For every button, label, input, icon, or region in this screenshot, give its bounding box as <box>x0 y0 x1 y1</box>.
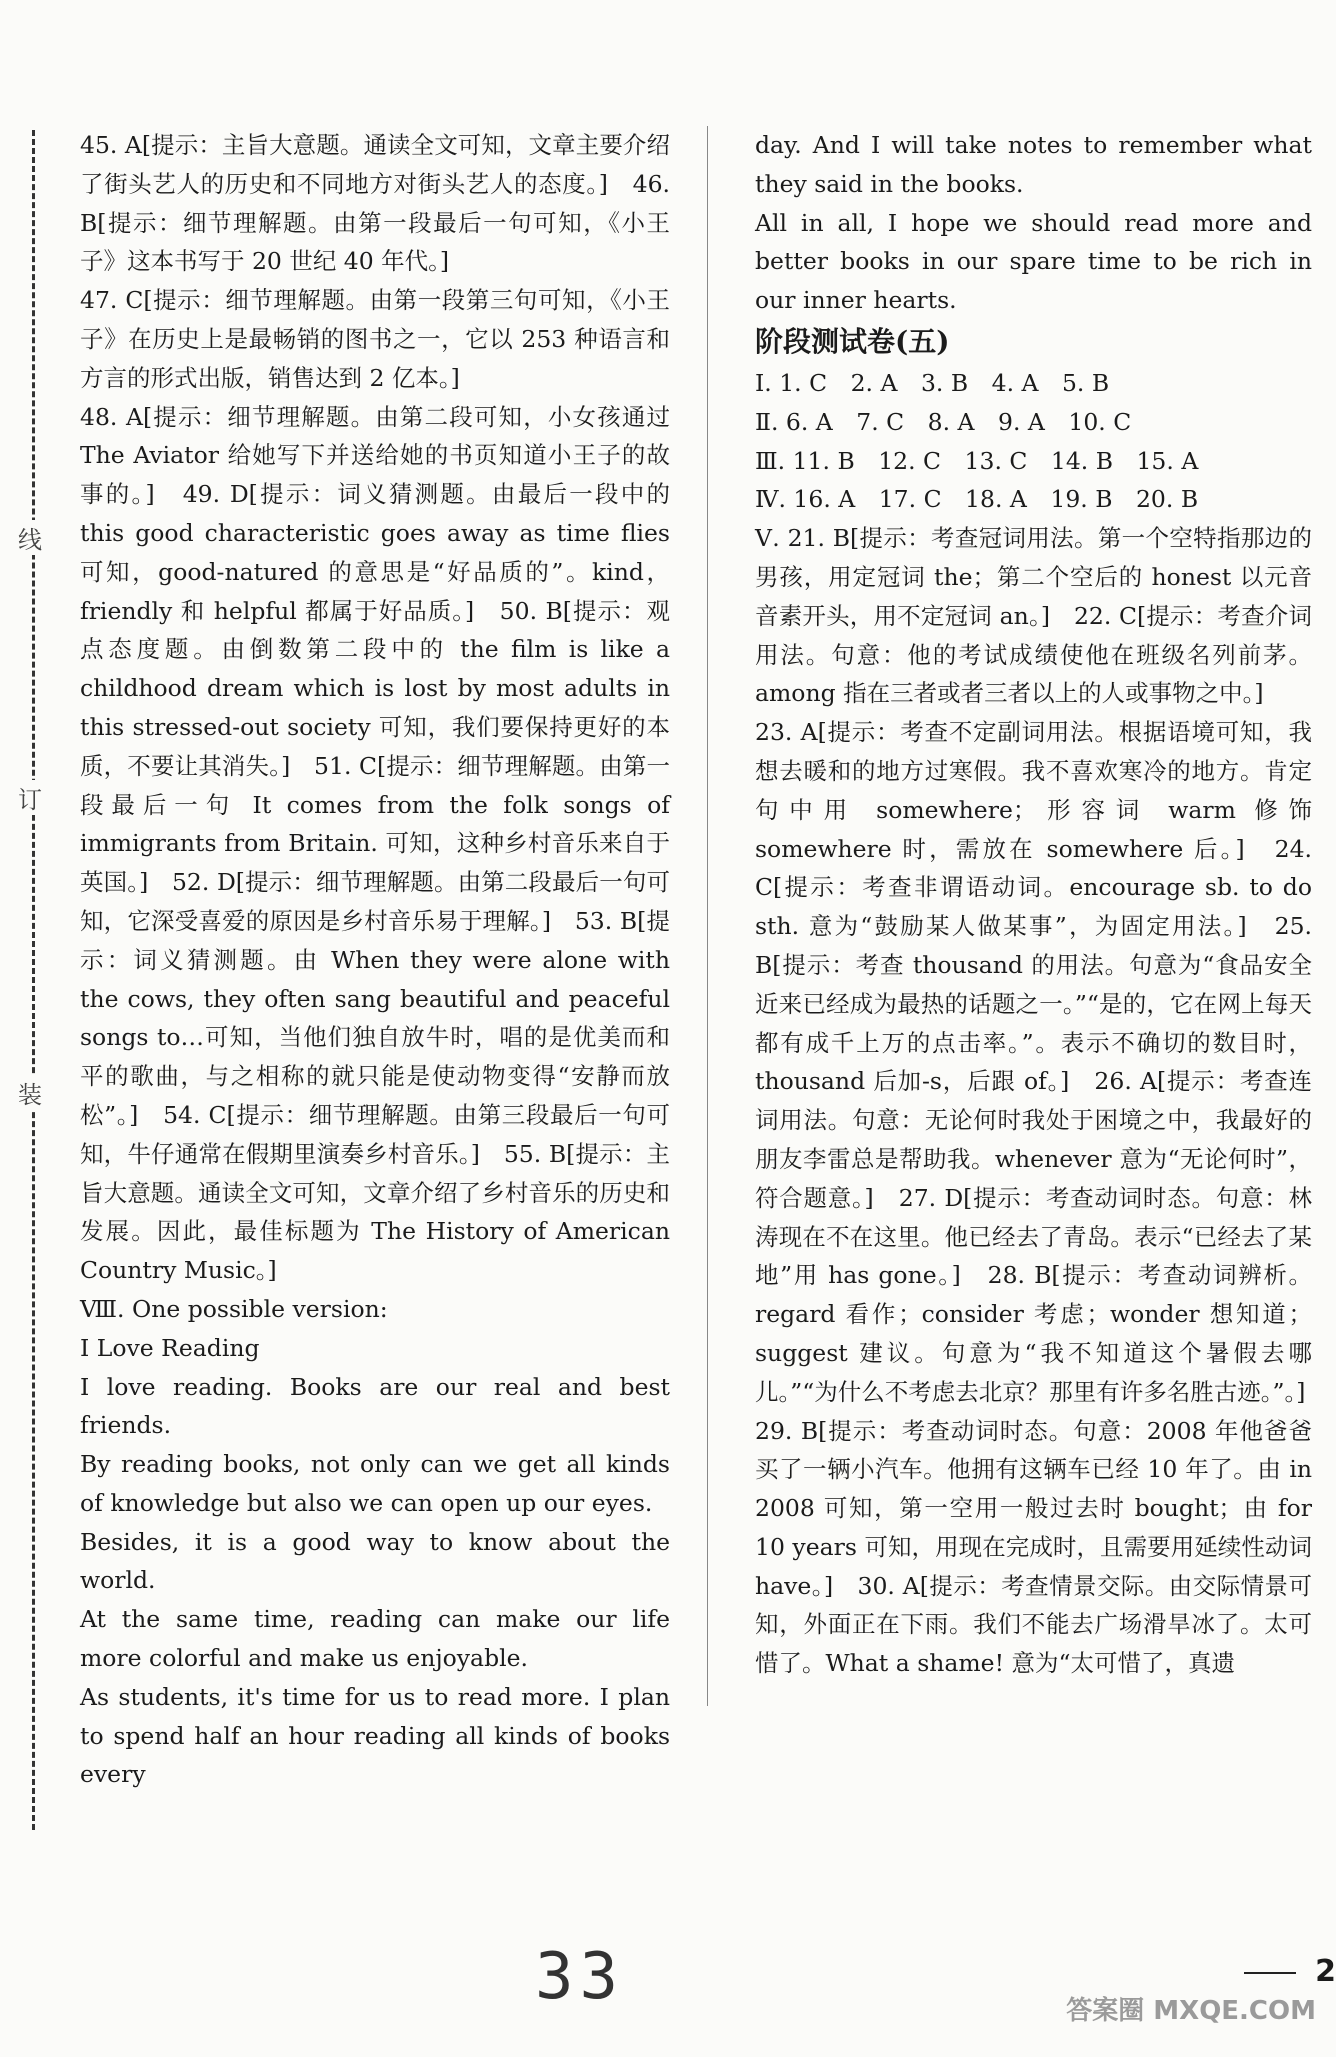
answer-paragraph: 47. C[提示：细节理解题。由第一段第三句可知，《小王子》在历史上是最畅销的图书之一，它以 253 种语言和方言的形式出版，销售达到 2 亿本。] <box>80 286 670 392</box>
answer-row: Ⅲ. 11. B 12. C 13. C 14. B 15. A <box>755 446 1199 475</box>
section-viii-label: Ⅷ. One possible version: <box>80 1294 388 1323</box>
test-title: 阶段测试卷(五) <box>755 324 950 358</box>
answer-row: Ⅰ. 1. C 2. A 3. B 4. A 5. B <box>755 368 1110 397</box>
essay-paragraph: At the same time, reading can make our life more colorful and make us enjoyable. <box>80 1605 670 1673</box>
handwritten-number: 33 <box>535 1940 625 2014</box>
answer-row: Ⅱ. 6. A 7. C 8. A 9. A 10. C <box>755 407 1132 436</box>
essay-paragraph: By reading books, not only can we get all kinds of knowledge but also we can open up our eyes. <box>80 1450 670 1517</box>
essay-paragraph: As students, it's time for us to read more. I plan to spend half an hour reading all kinds of books every <box>80 1682 670 1789</box>
margin-mark-zhuang: 装 <box>18 1075 42 1110</box>
page-number-dash <box>1244 1972 1296 1974</box>
essay-paragraph: Besides, it is a good way to know about the world. <box>80 1527 670 1595</box>
section-v-paragraph: 23. A[提示：考查不定副词用法。根据语境可知，我想去暖和的地方过寒假。我不喜欢寒冷的地方。肯定句中用 somewhere；形容词 warm 修饰 somewhere 时，需放在 somewhere 后。] 24. C[提示：考查非谓语动词。encourage sb. to do sth. 意为“鼓励某人做某事”，为固定用法。] 25. B[提示：考查 thousand 的用法。句意为“食品安全近来已经成为最热的话题之一。”“是的，它在网上每天都有成千上万的点击率。”。表示不确切的数目时，thousand 后加-s，后跟 of。] 26. A[提示：考查连词用法。句意：无论何时我处于困境之中，我最好的朋友李雷总是帮助我。whenever 意为“无论何时”，符合题意。] 27. D[提示：考查动词时态。句意：林涛现在不在这里。他已经去了青岛。表示“已经去了某地”用 has gone。] 28. B[提示：考查动词辨析。regard 看作；consider 考虑；wonder 想知道；suggest 建议。句意为“我不知道这个暑假去哪儿。”“为什么不考虑去北京？那里有许多名胜古迹。”。] <box>755 718 1312 1406</box>
answer-paragraph: 45. A[提示：主旨大意题。通读全文可知，文章主要介绍了街头艺人的历史和不同地方对街头艺人的态度。] 46. B[提示：细节理解题。由第一段最后一句可知，《小王子》这本书写于 20 世纪 40 年代。] <box>80 131 670 276</box>
essay-continuation: All in all, I hope we should read more and better books in our spare time to be rich in our inner hearts. <box>755 208 1312 315</box>
section-v-paragraph: Ⅴ. 21. B[提示：考查冠词用法。第一个空特指那边的男孩，用定冠词 the；第二个空后的 honest 以元音音素开头，用不定冠词 an。] 22. C[提示：考查介词用法。句意：他的考试成绩使他在班级名列前茅。among 指在三者或者三者以上的人或事物之中。] <box>755 524 1312 708</box>
essay-title: I Love Reading <box>80 1333 260 1362</box>
watermark: 答案圈 MXQE.COM <box>1066 1996 1316 2026</box>
margin-mark-xian: 线 <box>18 520 42 555</box>
binding-cut-line <box>32 130 35 1830</box>
answer-row: Ⅳ. 16. A 17. C 18. A 19. B 20. B <box>755 485 1199 514</box>
answer-paragraph: 48. A[提示：细节理解题。由第二段可知，小女孩通过 The Aviator 给她写下并送给她的书页知道小王子的故事的。] 49. D[提示：词义猜测题。由最后一段中的 this good characteristic goes away as time flies 可知，good-natured 的意思是“好品质的”。kind，friendly 和 helpful 都属于好品质。] 50. B[提示：观点态度题。由倒数第二段中的 the film is like a childhood dream which is lost by most adults in this stressed-out society 可知，我们要保持更好的本质，不要让其消失。] 51. C[提示：细节理解题。由第一段最后一句 It comes from the folk songs of immigrants from Britain. 可知，这种乡村音乐来自于英国。] 52. D[提示：细节理解题。由第二段最后一句可知，它深受喜爱的原因是乡村音乐易于理解。] 53. B[提示：词义猜测题。由 When they were alone with the cows, they often sang beautiful and peaceful songs to…可知，当他们独自放牛时，唱的是优美而和平的歌曲，与之相称的就只能是使动物变得“安静而放松”。] 54. C[提示：细节理解题。由第三段最后一句可知，牛仔通常在假期里演奏乡村音乐。] 55. B[提示：主旨大意题。通读全文可知，文章介绍了乡村音乐的历史和发展。因此，最佳标题为 The History of American Country Music。] <box>80 402 670 1285</box>
column-divider <box>707 126 708 1706</box>
section-v-paragraph: 29. B[提示：考查动词时态。句意：2008 年他爸爸买了一辆小汽车。他拥有这辆车已经 10 年了。由 in 2008 可知，第一空用一般过去时 bought；由 for 10 years 可知，用现在完成时，且需要用延续性动词 have。] 30. A[提示：考查情景交际。由交际情景可知，外面正在下雨。我们不能去广场滑旱冰了。太可惜了。What a shame! 意为“太可惜了，真遗 <box>755 1416 1312 1678</box>
margin-mark-ding: 订 <box>18 780 42 815</box>
left-column <box>80 126 670 1794</box>
page-number: 2 <box>1315 1954 1336 1989</box>
essay-continuation: day. And I will take notes to remember what they said in the books. <box>755 131 1312 198</box>
right-column <box>755 126 1312 1683</box>
essay-paragraph: I love reading. Books are our real and best friends. <box>80 1372 670 1440</box>
